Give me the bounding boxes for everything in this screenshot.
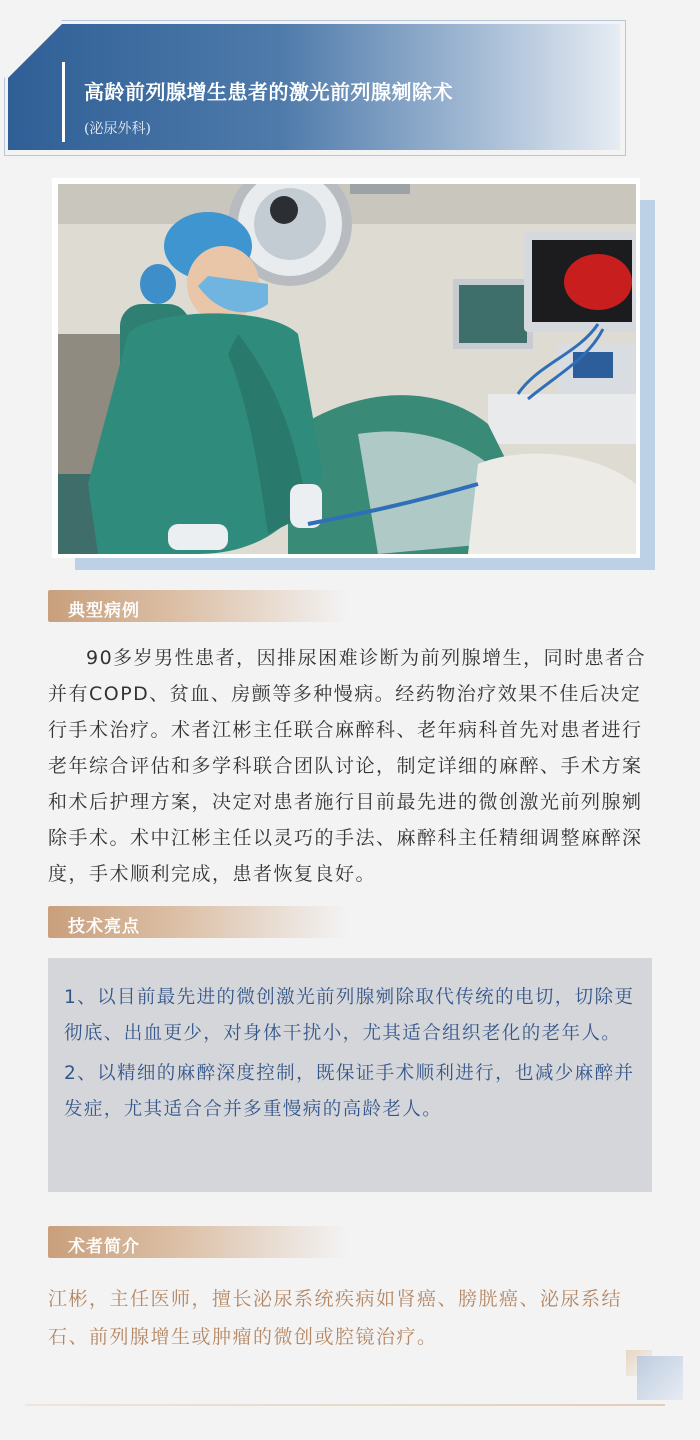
case-paragraph <box>48 640 660 892</box>
highlights-list <box>64 980 642 1132</box>
banner-accent-bar <box>62 62 65 142</box>
section-label-surgeon <box>48 1226 348 1258</box>
footer-decor-square <box>637 1356 683 1400</box>
surgeon-bio: 江彬，主任医师，擅长泌尿系统疾病如肾癌、膀胱癌、泌尿系结石、前列腺增生或肿瘤的微创或腔镜治疗。 <box>48 1288 623 1348</box>
highlights-box <box>48 958 652 1192</box>
surgery-photo <box>58 184 636 554</box>
page-title: 高龄前列腺增生患者的激光前列腺剜除术 <box>84 80 453 104</box>
case-text: 90多岁男性患者，因排尿困难诊断为前列腺增生，同时患者合并有COPD、贫血、房颤等多种慢病。经药物治疗效果不佳后决定行手术治疗。术者江彬主任联合麻醉科、老年病科首先对患者进行老年综合评估和多学科联合团队讨论，制定详细的麻醉、手术方案和术后护理方案，决定对患者施行目前最先进的微创激光前列腺剜除手术。术中江彬主任以灵巧的手法、麻醉科主任精细调整麻醉深度，手术顺利完成，患者恢复良好。 <box>48 647 647 885</box>
footer-divider <box>25 1404 665 1406</box>
surgeon-label-text: 术者简介 <box>68 1237 140 1257</box>
highlights-label-text: 技术亮点 <box>68 917 140 937</box>
section-label-case <box>48 590 348 622</box>
case-label-text: 典型病例 <box>68 601 140 621</box>
highlight-item: 1、以目前最先进的微创激光前列腺剜除取代传统的电切，切除更彻底、出血更少，对身体干扰小，尤其适合组织老化的老年人。 <box>64 987 635 1044</box>
section-label-highlights <box>48 906 348 938</box>
department-label: (泌尿外科) <box>84 121 151 137</box>
highlight-item: 2、以精细的麻醉深度控制，既保证手术顺利进行，也减少麻醉并发症，尤其适合合并多重慢病的高龄老人。 <box>64 1063 635 1120</box>
header-banner <box>0 18 640 158</box>
surgery-scene-illustration <box>58 184 636 554</box>
